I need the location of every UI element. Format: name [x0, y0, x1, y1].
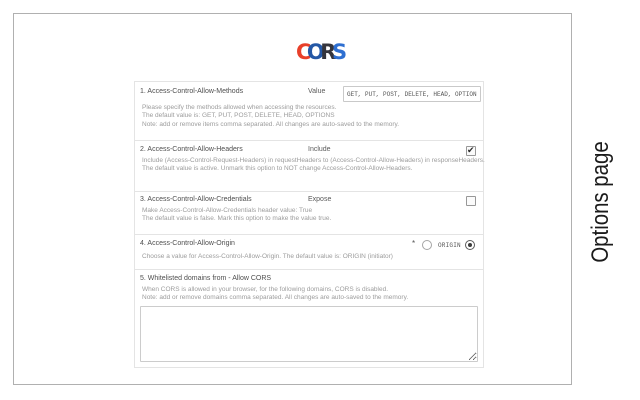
logo-letter-c: C: [296, 40, 312, 64]
value-label: Value: [308, 88, 326, 95]
section-description: [142, 207, 331, 224]
section-title: 2. Access-Control-Allow-Headers: [140, 146, 243, 153]
include-headers-checkbox[interactable]: [466, 146, 476, 156]
expose-label: Expose: [308, 196, 332, 203]
wildcard-radio-label: *: [412, 239, 416, 248]
description-line: Choose a value for Access-Control-Allow-Origin. The default value is: ORIGIN (initiator): [142, 253, 393, 260]
description-line: When CORS is allowed in your browser, for the following domains, CORS is disabled.: [142, 286, 389, 293]
expose-credentials-checkbox[interactable]: [466, 196, 476, 206]
origin-radio[interactable]: [465, 240, 475, 250]
section-description: [142, 104, 399, 129]
section-allow-headers: [135, 140, 483, 191]
options-panel: [134, 81, 484, 368]
logo-letter-r: R: [320, 40, 337, 64]
include-label: Include: [308, 146, 331, 153]
description-line: Note: add or remove domains comma separated. All changes are auto-saved to the memory.: [142, 294, 409, 302]
options-page-caption: Options page: [587, 141, 614, 263]
whitelist-domains-textarea[interactable]: [140, 306, 478, 362]
description-line: The default value is active. Unmark this option to NOT change Access-Control-Allow-Headers.: [142, 165, 413, 173]
screenshot-frame: [13, 13, 572, 385]
logo-letter-s: S: [331, 40, 348, 64]
section-title: 3. Access-Control-Allow-Credentials: [140, 196, 252, 203]
description-line: The default value is false. Mark this option to make the value true.: [142, 215, 332, 223]
section-allow-credentials: [135, 191, 483, 234]
description-line: Note: add or remove items comma separated. All changes are auto-saved to the memory.: [142, 120, 400, 128]
section-title: 5. Whitelisted domains from - Allow CORS: [140, 275, 272, 282]
logo-letter-o: O: [306, 40, 325, 64]
section-title: 1. Access-Control-Allow-Methods: [140, 88, 244, 95]
methods-value-input[interactable]: [343, 86, 481, 102]
origin-radio-label: ORIGIN: [438, 242, 461, 249]
description-line: The default value is: GET, PUT, POST, DELETE, HEAD, OPTIONS: [142, 112, 335, 120]
section-whitelisted-domains: [135, 269, 483, 367]
section-description: [142, 253, 393, 261]
section-allow-methods: [135, 82, 483, 140]
description-line: Make Access-Control-Allow-Credentials header value: True: [142, 207, 313, 214]
description-line: Include (Access-Control-Request-Headers) in requestHeaders to (Access-Control-Allow-Headers) in responseHeaders.: [142, 157, 485, 164]
description-line: Please specify the methods allowed when accessing the resources.: [142, 104, 337, 111]
wildcard-radio[interactable]: [422, 240, 432, 250]
section-description: [142, 157, 485, 174]
section-title: 4. Access-Control-Allow-Origin: [140, 240, 235, 247]
section-allow-origin: [135, 234, 483, 269]
cors-logo: [296, 40, 347, 64]
section-description: [142, 286, 408, 303]
